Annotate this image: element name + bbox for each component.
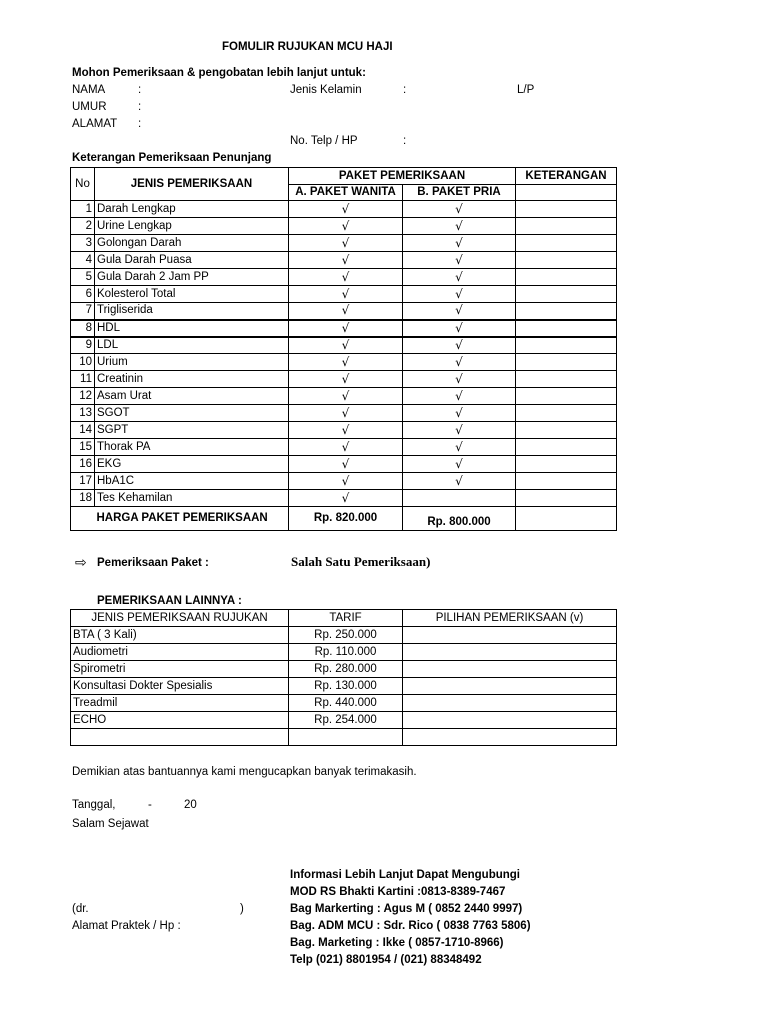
check-pria: √	[403, 422, 516, 439]
row-no: 2	[71, 218, 95, 235]
keterangan-cell	[516, 218, 617, 235]
row-name: Urium	[95, 354, 289, 371]
label-nama: NAMA	[72, 84, 106, 96]
info-line: MOD RS Bhakti Kartini :0813-8389-7467	[290, 886, 506, 898]
label-jenis-kelamin: Jenis Kelamin	[290, 84, 362, 96]
table-row	[71, 729, 617, 746]
row-name: Gula Darah Puasa	[95, 252, 289, 269]
row-no: 13	[71, 405, 95, 422]
rujukan-name: Treadmil	[71, 695, 289, 712]
info-line: Bag. ADM MCU : Sdr. Rico ( 0838 7763 5806)	[290, 920, 531, 932]
row-name: Gula Darah 2 Jam PP	[95, 269, 289, 286]
tanggal-year: 20	[184, 799, 197, 811]
header-no: No	[71, 168, 95, 201]
row-name: LDL	[95, 337, 289, 354]
keterangan-cell	[516, 473, 617, 490]
pilihan-cell	[403, 644, 617, 661]
row-no: 16	[71, 456, 95, 473]
check-wanita: √	[289, 422, 403, 439]
form-title: FOMULIR RUJUKAN MCU HAJI	[222, 41, 393, 53]
colon: :	[403, 84, 407, 96]
keterangan-cell	[516, 320, 617, 337]
header-jenis: JENIS PEMERIKSAAN	[95, 168, 289, 201]
keterangan-cell	[516, 371, 617, 388]
rujukan-name: Audiometri	[71, 644, 289, 661]
check-pria: √	[403, 218, 516, 235]
check-pria: √	[403, 371, 516, 388]
table-row	[71, 644, 617, 661]
check-wanita: √	[289, 201, 403, 218]
row-name: SGOT	[95, 405, 289, 422]
rujukan-name	[71, 729, 289, 746]
rujukan-name: BTA ( 3 Kali)	[71, 627, 289, 644]
row-name: EKG	[95, 456, 289, 473]
check-pria: √	[403, 286, 516, 303]
keterangan-cell	[516, 490, 617, 507]
row-name: Tes Kehamilan	[95, 490, 289, 507]
colon: :	[138, 101, 142, 113]
check-pria	[403, 490, 516, 507]
check-wanita: √	[289, 473, 403, 490]
keterangan-cell	[516, 201, 617, 218]
check-wanita: √	[289, 337, 403, 354]
check-pria: √	[403, 473, 516, 490]
check-wanita: √	[289, 371, 403, 388]
row-no: 18	[71, 490, 95, 507]
rujukan-tarif: Rp. 250.000	[289, 627, 403, 644]
header-pilihan: PILIHAN PEMERIKSAAN (v)	[403, 610, 617, 627]
salam-text: Salam Sejawat	[72, 818, 149, 830]
check-pria: √	[403, 388, 516, 405]
check-wanita: √	[289, 269, 403, 286]
dr-close: )	[240, 903, 244, 915]
header-tarif: TARIF	[289, 610, 403, 627]
closing-text: Demikian atas bantuannya kami mengucapkan banyak terimakasih.	[72, 766, 417, 778]
check-wanita: √	[289, 439, 403, 456]
info-line: Bag. Marketing : Ikke ( 0857-1710-8966)	[290, 937, 504, 949]
row-no: 1	[71, 201, 95, 218]
row-name: HDL	[95, 320, 289, 337]
colon: :	[138, 84, 142, 96]
table-row	[71, 337, 617, 354]
row-no: 15	[71, 439, 95, 456]
row-no: 17	[71, 473, 95, 490]
keterangan-cell	[516, 286, 617, 303]
rujukan-tarif	[289, 729, 403, 746]
pilihan-cell	[403, 712, 617, 729]
keterangan-cell	[516, 405, 617, 422]
keterangan-cell	[516, 185, 617, 201]
label-alamat: ALAMAT	[72, 118, 118, 130]
check-pria: √	[403, 235, 516, 252]
row-name: Creatinin	[95, 371, 289, 388]
rujukan-name: Konsultasi Dokter Spesialis	[71, 678, 289, 695]
pilihan-cell	[403, 661, 617, 678]
header-paket: PAKET PEMERIKSAAN	[289, 168, 516, 185]
table-row	[71, 303, 617, 320]
table-row	[71, 661, 617, 678]
rujukan-tarif: Rp. 440.000	[289, 695, 403, 712]
rujukan-tarif: Rp. 130.000	[289, 678, 403, 695]
check-pria: √	[403, 303, 516, 320]
row-name: SGPT	[95, 422, 289, 439]
row-no: 7	[71, 303, 95, 320]
row-name: Kolesterol Total	[95, 286, 289, 303]
label-umur: UMUR	[72, 101, 107, 113]
check-pria: √	[403, 405, 516, 422]
lainnya-table	[70, 609, 617, 746]
arrow-right-icon: ⇨	[75, 555, 87, 571]
row-no: 5	[71, 269, 95, 286]
check-wanita: √	[289, 320, 403, 337]
row-name: Golongan Darah	[95, 235, 289, 252]
check-wanita: √	[289, 490, 403, 507]
table-row	[71, 627, 617, 644]
check-wanita: √	[289, 388, 403, 405]
colon: :	[138, 118, 142, 130]
label-telp: No. Telp / HP	[290, 135, 358, 147]
keterangan-cell	[516, 456, 617, 473]
table-row	[71, 439, 617, 456]
table-row	[71, 405, 617, 422]
rujukan-tarif: Rp. 280.000	[289, 661, 403, 678]
alamat-praktek: Alamat Praktek / Hp :	[72, 920, 181, 932]
table-row	[71, 252, 617, 269]
rujukan-tarif: Rp. 254.000	[289, 712, 403, 729]
pilihan-cell	[403, 678, 617, 695]
header-jenis-rujukan: JENIS PEMERIKSAAN RUJUKAN	[71, 610, 289, 627]
lainnya-title: PEMERIKSAAN LAINNYA :	[97, 595, 242, 607]
check-pria: √	[403, 252, 516, 269]
keterangan-cell	[516, 252, 617, 269]
paket-table	[70, 167, 617, 531]
keterangan-cell	[516, 235, 617, 252]
table-row	[71, 695, 617, 712]
table-row	[71, 473, 617, 490]
row-name: HbA1C	[95, 473, 289, 490]
paket-value: Salah Satu Pemeriksaan)	[291, 554, 431, 569]
check-wanita: √	[289, 252, 403, 269]
harga-pria: Rp. 800.000	[403, 507, 516, 531]
harga-spacer	[71, 507, 95, 531]
check-pria: √	[403, 354, 516, 371]
check-wanita: √	[289, 405, 403, 422]
row-no: 14	[71, 422, 95, 439]
check-pria: √	[403, 456, 516, 473]
rujukan-name: Spirometri	[71, 661, 289, 678]
keterangan-cell	[516, 354, 617, 371]
table-row	[71, 286, 617, 303]
info-block	[290, 867, 531, 969]
check-wanita: √	[289, 235, 403, 252]
keterangan-cell	[516, 507, 617, 531]
pilihan-cell	[403, 695, 617, 712]
table-row	[71, 354, 617, 371]
table-row	[71, 712, 617, 729]
table-row	[71, 456, 617, 473]
colon: :	[403, 135, 407, 147]
rujukan-tarif: Rp. 110.000	[289, 644, 403, 661]
tanggal-label: Tanggal,	[72, 799, 116, 811]
row-no: 11	[71, 371, 95, 388]
row-no: 10	[71, 354, 95, 371]
table-row	[71, 201, 617, 218]
info-line: Informasi Lebih Lanjut Dapat Mengubungi	[290, 869, 520, 881]
check-pria: √	[403, 201, 516, 218]
keterangan-cell	[516, 439, 617, 456]
header-keterangan: KETERANGAN	[516, 168, 617, 185]
section-label: Keterangan Pemeriksaan Penunjang	[72, 152, 272, 164]
check-pria: √	[403, 337, 516, 354]
paket-label: Pemeriksaan Paket :	[97, 557, 209, 569]
keterangan-cell	[516, 269, 617, 286]
row-name: Darah Lengkap	[95, 201, 289, 218]
check-pria: √	[403, 269, 516, 286]
keterangan-cell	[516, 388, 617, 405]
row-name: Thorak PA	[95, 439, 289, 456]
intro-text: Mohon Pemeriksaan & pengobatan lebih lanjut untuk:	[72, 67, 366, 79]
check-wanita: √	[289, 218, 403, 235]
keterangan-cell	[516, 337, 617, 354]
check-wanita: √	[289, 303, 403, 320]
info-line: Bag Markerting : Agus M ( 0852 2440 9997)	[290, 903, 523, 915]
table-row	[71, 269, 617, 286]
header-paket-pria: B. PAKET PRIA	[403, 185, 516, 201]
header-paket-wanita: A. PAKET WANITA	[289, 185, 403, 201]
harga-label: HARGA PAKET PEMERIKSAAN	[95, 507, 289, 531]
pilihan-cell	[403, 627, 617, 644]
row-no: 12	[71, 388, 95, 405]
row-no: 9	[71, 337, 95, 354]
info-line: Telp (021) 8801954 / (021) 88348492	[290, 954, 482, 966]
row-name: Asam Urat	[95, 388, 289, 405]
pilihan-cell	[403, 729, 617, 746]
check-wanita: √	[289, 456, 403, 473]
check-pria: √	[403, 320, 516, 337]
tanggal-dash: -	[148, 799, 152, 811]
table-row	[71, 490, 617, 507]
row-no: 8	[71, 320, 95, 337]
label-lp: L/P	[517, 84, 535, 96]
dr-open: (dr.	[72, 903, 89, 915]
table-row	[71, 218, 617, 235]
table-row	[71, 678, 617, 695]
row-no: 6	[71, 286, 95, 303]
keterangan-cell	[516, 303, 617, 320]
check-wanita: √	[289, 354, 403, 371]
table-row	[71, 388, 617, 405]
check-pria: √	[403, 439, 516, 456]
row-name: Urine Lengkap	[95, 218, 289, 235]
table-row	[71, 320, 617, 337]
row-name: Trigliserida	[95, 303, 289, 320]
keterangan-cell	[516, 422, 617, 439]
harga-wanita: Rp. 820.000	[289, 507, 403, 531]
check-wanita: √	[289, 286, 403, 303]
rujukan-name: ECHO	[71, 712, 289, 729]
table-row	[71, 235, 617, 252]
table-row	[71, 371, 617, 388]
row-no: 3	[71, 235, 95, 252]
row-no: 4	[71, 252, 95, 269]
table-row	[71, 422, 617, 439]
